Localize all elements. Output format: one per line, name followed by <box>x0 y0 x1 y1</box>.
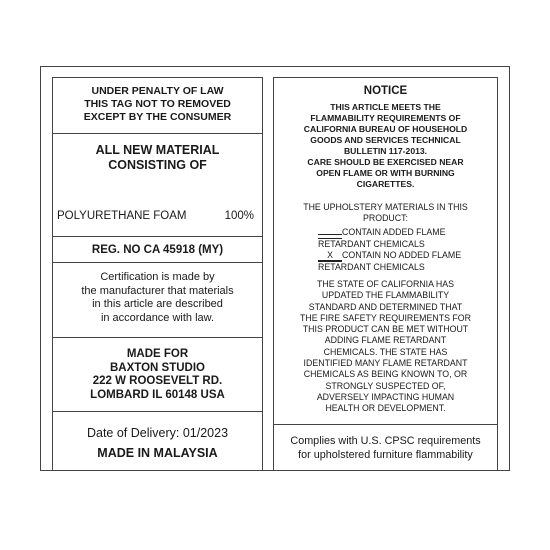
penalty-section <box>53 78 262 134</box>
option-contains-added <box>318 225 461 250</box>
option-blank <box>318 225 342 235</box>
state-line: ADDING FLAME RETARDANT <box>324 335 447 346</box>
state-line: THE FIRE SAFETY REQUIREMENTS FOR <box>300 312 471 323</box>
notice-text <box>274 102 497 190</box>
cpsc-compliance <box>274 424 497 471</box>
state-line: STRONGLY SUSPECTED OF, <box>325 380 446 391</box>
made-for-line: MADE FOR <box>126 348 189 360</box>
option-text: RETARDANT CHEMICALS <box>318 262 425 272</box>
option-contains-no-added <box>318 250 461 273</box>
state-line: HEALTH OR DEVELOPMENT. <box>325 403 446 414</box>
state-line: ADVERSELY IMPACTING HUMAN <box>316 391 455 402</box>
certification-line: Certification is made by <box>100 271 215 283</box>
option-text: CONTAIN ADDED FLAME <box>342 227 446 237</box>
flame-retardant-options <box>318 225 461 273</box>
notice-line: THIS ARTICLE MEETS THE <box>330 102 441 112</box>
delivery-date: Date of Delivery: 01/2023 <box>86 426 229 440</box>
upholstery-line: PRODUCT: <box>363 213 408 223</box>
made-for-line: BAXTON STUDIO <box>110 361 205 374</box>
notice-line: BULLETIN 117-2013. <box>343 146 428 156</box>
option-text: RETARDANT CHEMICALS <box>318 239 425 249</box>
material-heading-line: CONSISTING OF <box>108 158 207 172</box>
penalty-line: THIS TAG NOT TO REMOVED <box>84 98 231 110</box>
right-panel <box>273 77 498 470</box>
state-line: THIS PRODUCT CAN BE MET WITHOUT <box>302 324 469 335</box>
state-line: CHEMICALS AS BEING KNOWN TO, OR <box>303 369 468 380</box>
state-line: UPDATED THE FLAMMABILITY <box>321 290 450 301</box>
option-text: CONTAIN NO ADDED FLAME <box>342 250 462 260</box>
reg-number <box>53 237 262 263</box>
cpsc-line: for upholstered furniture flammability <box>298 449 473 461</box>
reg-number-text: REG. NO CA 45918 (MY) <box>91 244 224 256</box>
notice-line: FLAMMABILITY REQUIREMENTS OF <box>310 113 461 123</box>
material-heading-line: ALL NEW MATERIAL <box>95 143 220 157</box>
material-heading <box>53 143 262 173</box>
check-mark-text: X <box>327 250 333 260</box>
certification-line: the manufacturer that materials <box>81 284 234 297</box>
state-line: IDENTIFIED MANY FLAME RETARDANT <box>303 358 468 369</box>
notice-line: CIGARETTES. <box>356 179 415 189</box>
material-name: POLYURETHANE FOAM <box>57 210 187 222</box>
material-percent: 100% <box>224 210 254 222</box>
notice-line: CALIFORNIA BUREAU OF HOUSEHOLD <box>303 124 468 134</box>
left-panel <box>52 77 263 470</box>
certification-line: in this article are described <box>92 298 223 310</box>
state-line: STANDARD AND DETERMINED THAT <box>308 301 463 312</box>
upholstery-line: THE UPHOLSTERY MATERIALS IN THIS <box>303 202 468 212</box>
origin-section <box>53 412 262 471</box>
cpsc-line: Complies with U.S. CPSC requirements <box>290 435 481 447</box>
made-for-line: LOMBARD IL 60148 USA <box>90 388 225 401</box>
penalty-line: EXCEPT BY THE CONSUMER <box>83 111 232 123</box>
material-section <box>53 134 262 237</box>
penalty-line: UNDER PENALTY OF LAW <box>91 85 224 97</box>
made-in: MADE IN MALAYSIA <box>97 446 218 460</box>
made-for-line: 222 W ROOSEVELT RD. <box>92 375 223 387</box>
state-line: CHEMICALS. THE STATE HAS <box>323 346 448 357</box>
state-text <box>274 279 497 415</box>
notice-title: NOTICE <box>363 85 408 97</box>
state-line: THE STATE OF CALIFORNIA HAS <box>316 279 455 289</box>
certification-section <box>53 263 262 338</box>
notice-line: GOODS AND SERVICES TECHNICAL <box>310 135 461 145</box>
upholstery-heading <box>274 202 497 224</box>
made-for-section <box>53 338 262 412</box>
certification-line: in accordance with law. <box>100 311 215 324</box>
notice-line: CARE SHOULD BE EXERCISED NEAR <box>307 157 464 167</box>
notice-line: OPEN FLAME OR WITH BURNING <box>316 168 455 178</box>
option-check-mark <box>318 250 342 261</box>
